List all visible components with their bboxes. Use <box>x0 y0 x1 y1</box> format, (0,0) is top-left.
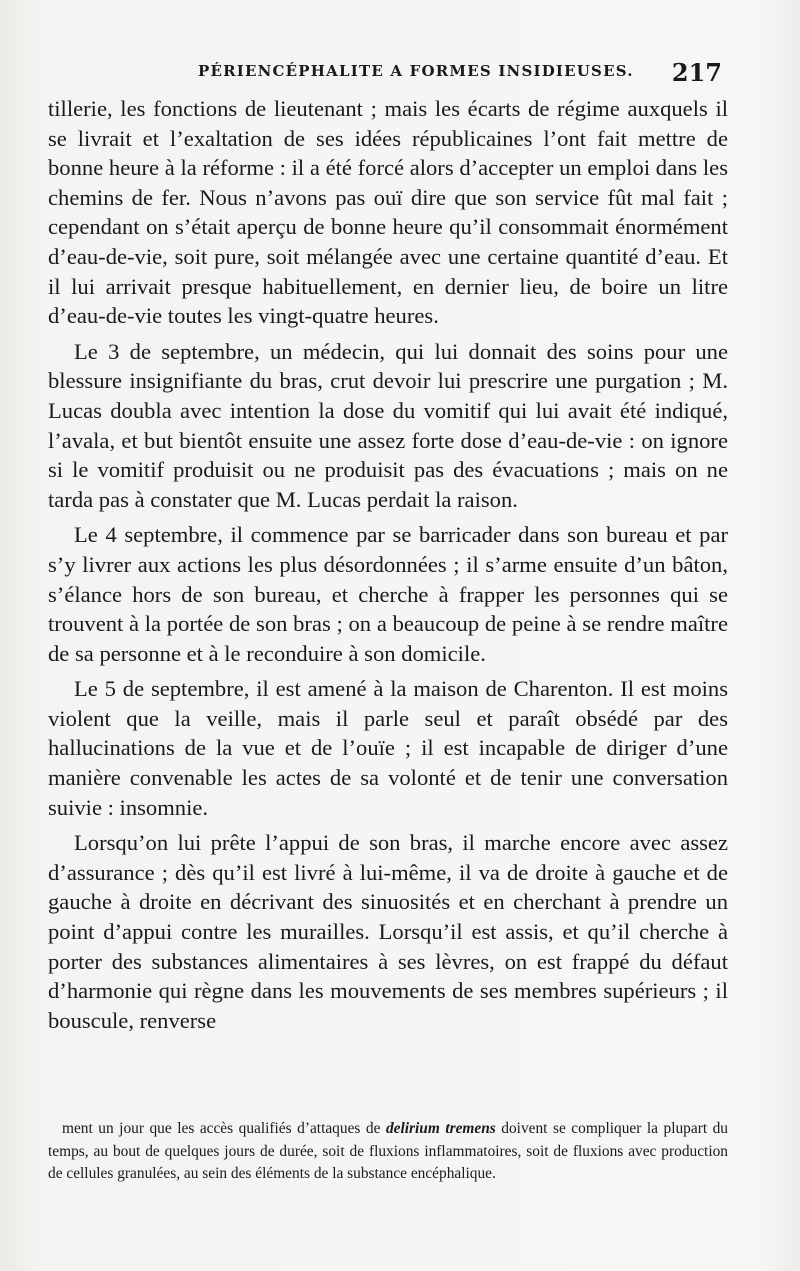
running-title: PÉRIENCÉPHALITE A FORMES INSIDIEUSES. <box>198 62 634 80</box>
footnote <box>48 1118 728 1186</box>
page-number: 217 <box>671 58 722 87</box>
body-text <box>48 94 728 1041</box>
paragraph-4: Le 5 de septembre, il est amené à la maison de Charenton. Il est moins violent que la veille, mais il parle seul et paraît obsédé par des hallucinations de la vue et de l’ouïe ; il est incapable de diriger d’une manière convenable les actes de sa volonté et de tenir une conversation suivie : insomnie. <box>48 676 728 820</box>
paragraph-3: Le 4 septembre, il commence par se barricader dans son bureau et par s’y livrer aux actions les plus désordonnées ; il s’arme ensuite d’un bâton, s’élance hors de son bureau, et cherche à frapper les personnes qui se trouvent à la portée de son bras ; on a beaucoup de peine à se rendre maître de sa personne et à le reconduire à son domicile. <box>48 522 728 666</box>
footnote-emphasis: delirium tremens <box>385 1120 496 1137</box>
paragraph-1: tillerie, les fonctions de lieutenant ; mais les écarts de régime auxquels il se livrait et l’exaltation de ses idées républicaines l’ont fait mettre de bonne heure à la réforme : il a été forcé alors d’accepter un emploi dans les chemins de fer. Nous n’avons pas ouï dire que son service fût mal fait ; cependant on s’était aperçu de bonne heure qu’il consommait énormément d’eau-de-vie, soit pure, soit mélangée avec une certaine quantité d’eau. Et il lui arrivait presque habituellement, en dernier lieu, de boire un litre d’eau-de-vie toutes les vingt-quatre heures. <box>48 96 728 329</box>
footnote-text-end: doivent se compliquer la plupart du temps, au bout de quelques jours de durée, soit de fluxions inflammatoires, soit de fluxions avec production de cellules granulées, au sein des éléments de la substance encéphalique. <box>48 1120 728 1182</box>
footnote-text-start: ment un jour que les accès qualifiés d’attaques de <box>62 1120 386 1137</box>
running-head <box>48 58 722 88</box>
paragraph-5: Lorsqu’on lui prête l’appui de son bras, il marche encore avec assez d’assurance ; dès qu’il est livré à lui-même, il va de droite à gauche et de gauche à droite en décrivant des sinuosités et en cherchant à prendre un point d’appui contre les murailles. Lorsqu’il est assis, et qu’il cherche à porter des substances alimentaires à ses lèvres, on est frappé du défaut d’harmonie qui règne dans les mouvements de ses membres supérieurs ; il bouscule, renverse <box>48 830 728 1033</box>
paragraph-2: Le 3 de septembre, un médecin, qui lui donnait des soins pour une blessure insignifiante du bras, crut devoir lui prescrire une purgation ; M. Lucas doubla avec intention la dose du vomitif qui lui avait été indiqué, l’avala, et but bientôt ensuite une assez forte dose d’eau-de-vie : on ignore si le vomitif produisit ou ne produisit pas des évacuations ; mais on ne tarda pas à constater que M. Lucas perdait la raison. <box>48 338 728 512</box>
